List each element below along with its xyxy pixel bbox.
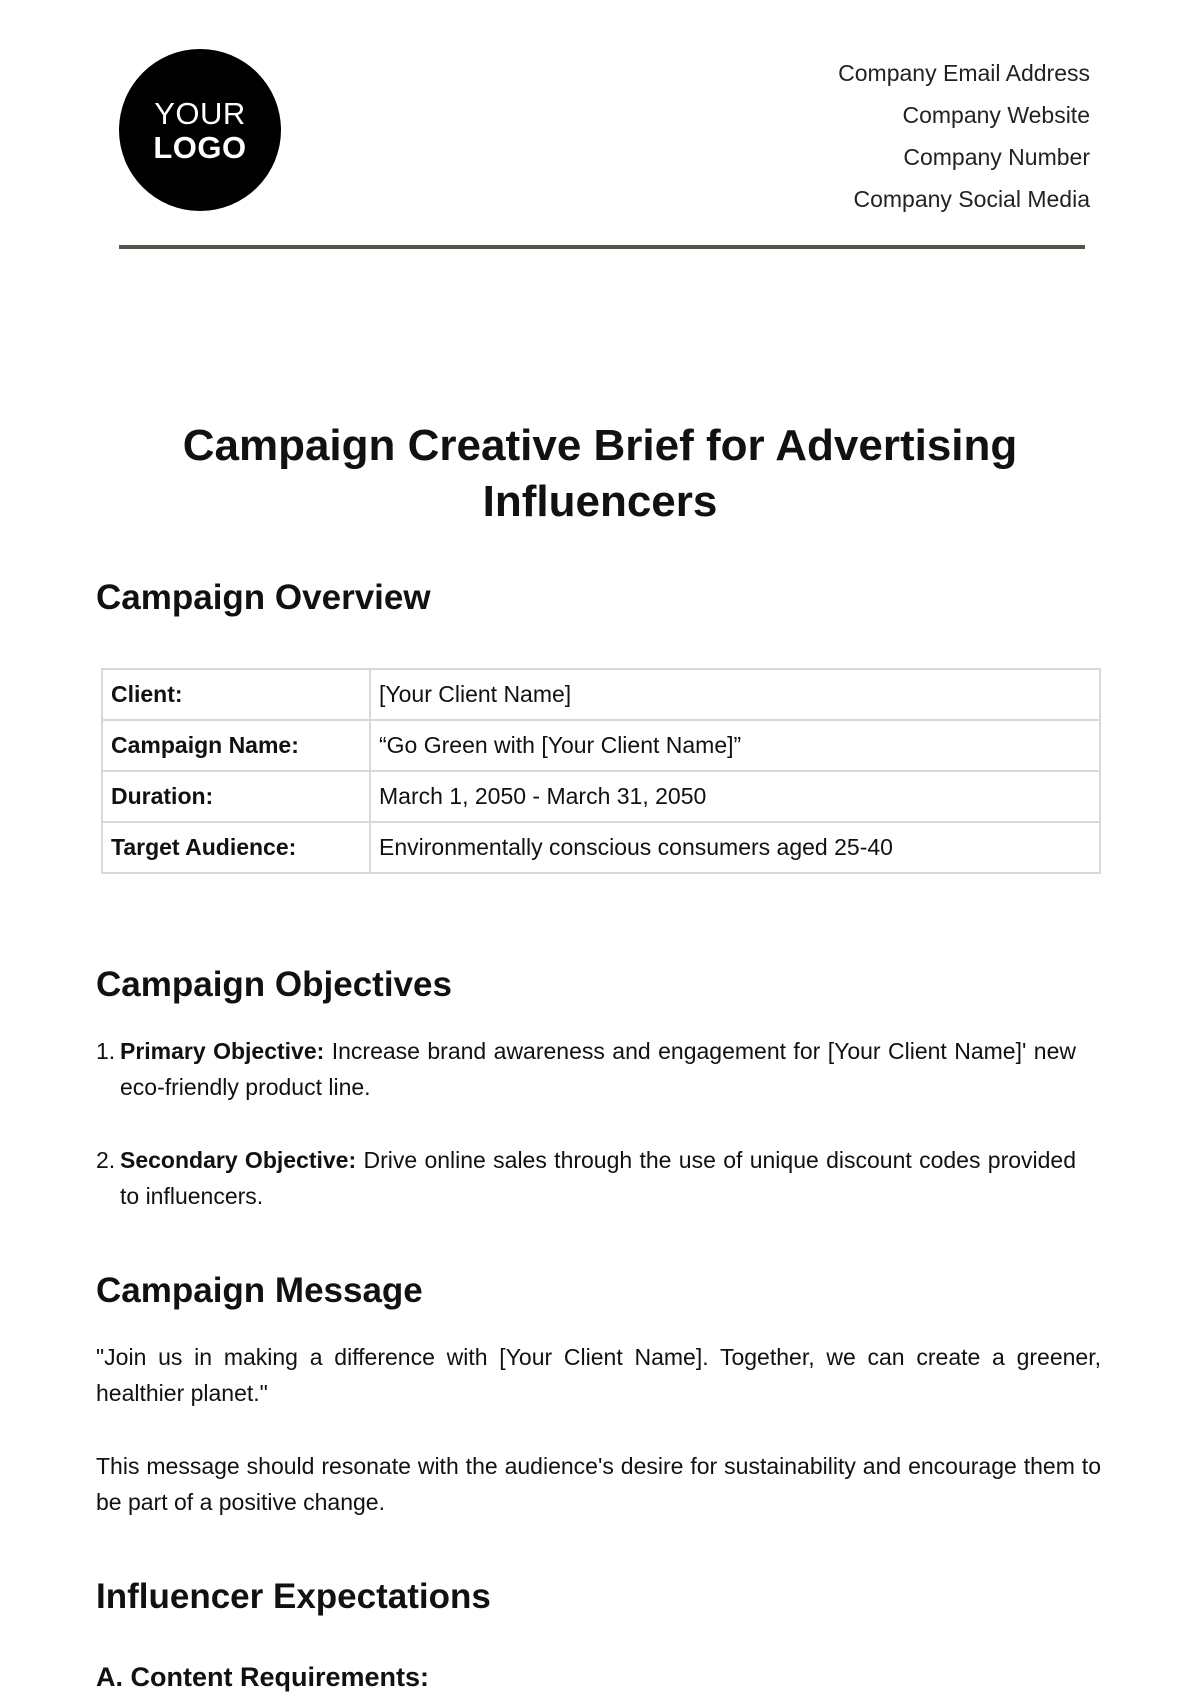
overview-value: Environmentally conscious consumers aged 25-40 — [370, 822, 1100, 873]
objective-text: Increase brand awareness and engagement for [Your Client Name]' new eco-friendly product line. — [120, 1038, 1076, 1100]
message-note: This message should resonate with the audience's desire for sustainability and encourage them to be part of a positive change. — [96, 1453, 1101, 1515]
overview-label: Duration: — [102, 771, 370, 822]
table-row — [102, 771, 1100, 822]
list-item-text — [120, 1142, 1076, 1214]
objective-label: Secondary Objective: — [120, 1147, 357, 1173]
objectives-heading: Campaign Objectives — [96, 965, 452, 1004]
company-website: Company Website — [902, 102, 1090, 128]
expectations-heading: Influencer Expectations — [96, 1577, 491, 1616]
list-item — [96, 1142, 1076, 1214]
table-row — [102, 822, 1100, 873]
header-divider — [119, 245, 1085, 249]
message-quote: "Join us in making a difference with [Your Client Name]. Together, we can create a greener, healthier planet." — [96, 1344, 1101, 1406]
table-row — [102, 669, 1100, 720]
overview-heading: Campaign Overview — [96, 578, 431, 617]
overview-label: Campaign Name: — [102, 720, 370, 771]
message-heading: Campaign Message — [96, 1271, 423, 1310]
logo-line-1: YOUR — [154, 95, 246, 131]
list-number: 2. — [96, 1147, 116, 1173]
overview-label: Client: — [102, 669, 370, 720]
logo-line-2: LOGO — [153, 129, 247, 165]
list-number: 1. — [96, 1038, 116, 1064]
objective-text: Drive online sales through the use of unique discount codes provided to influencers. — [120, 1147, 1077, 1209]
overview-table — [101, 668, 1101, 874]
company-logo — [119, 49, 281, 211]
list-item-text — [120, 1033, 1076, 1105]
list-item — [96, 1033, 1076, 1105]
company-contact-block — [838, 52, 1090, 220]
overview-value: March 1, 2050 - March 31, 2050 — [370, 771, 1100, 822]
table-row — [102, 720, 1100, 771]
company-email: Company Email Address — [838, 60, 1090, 86]
company-number: Company Number — [903, 144, 1090, 170]
overview-value: “Go Green with [Your Client Name]” — [370, 720, 1100, 771]
document-title: Campaign Creative Brief for Advertising Influencers — [182, 421, 1018, 526]
objective-label: Primary Objective: — [120, 1038, 325, 1064]
overview-value: [Your Client Name] — [370, 669, 1100, 720]
content-requirements-heading: A. Content Requirements: — [96, 1662, 430, 1692]
company-social-media: Company Social Media — [853, 186, 1090, 212]
overview-label: Target Audience: — [102, 822, 370, 873]
